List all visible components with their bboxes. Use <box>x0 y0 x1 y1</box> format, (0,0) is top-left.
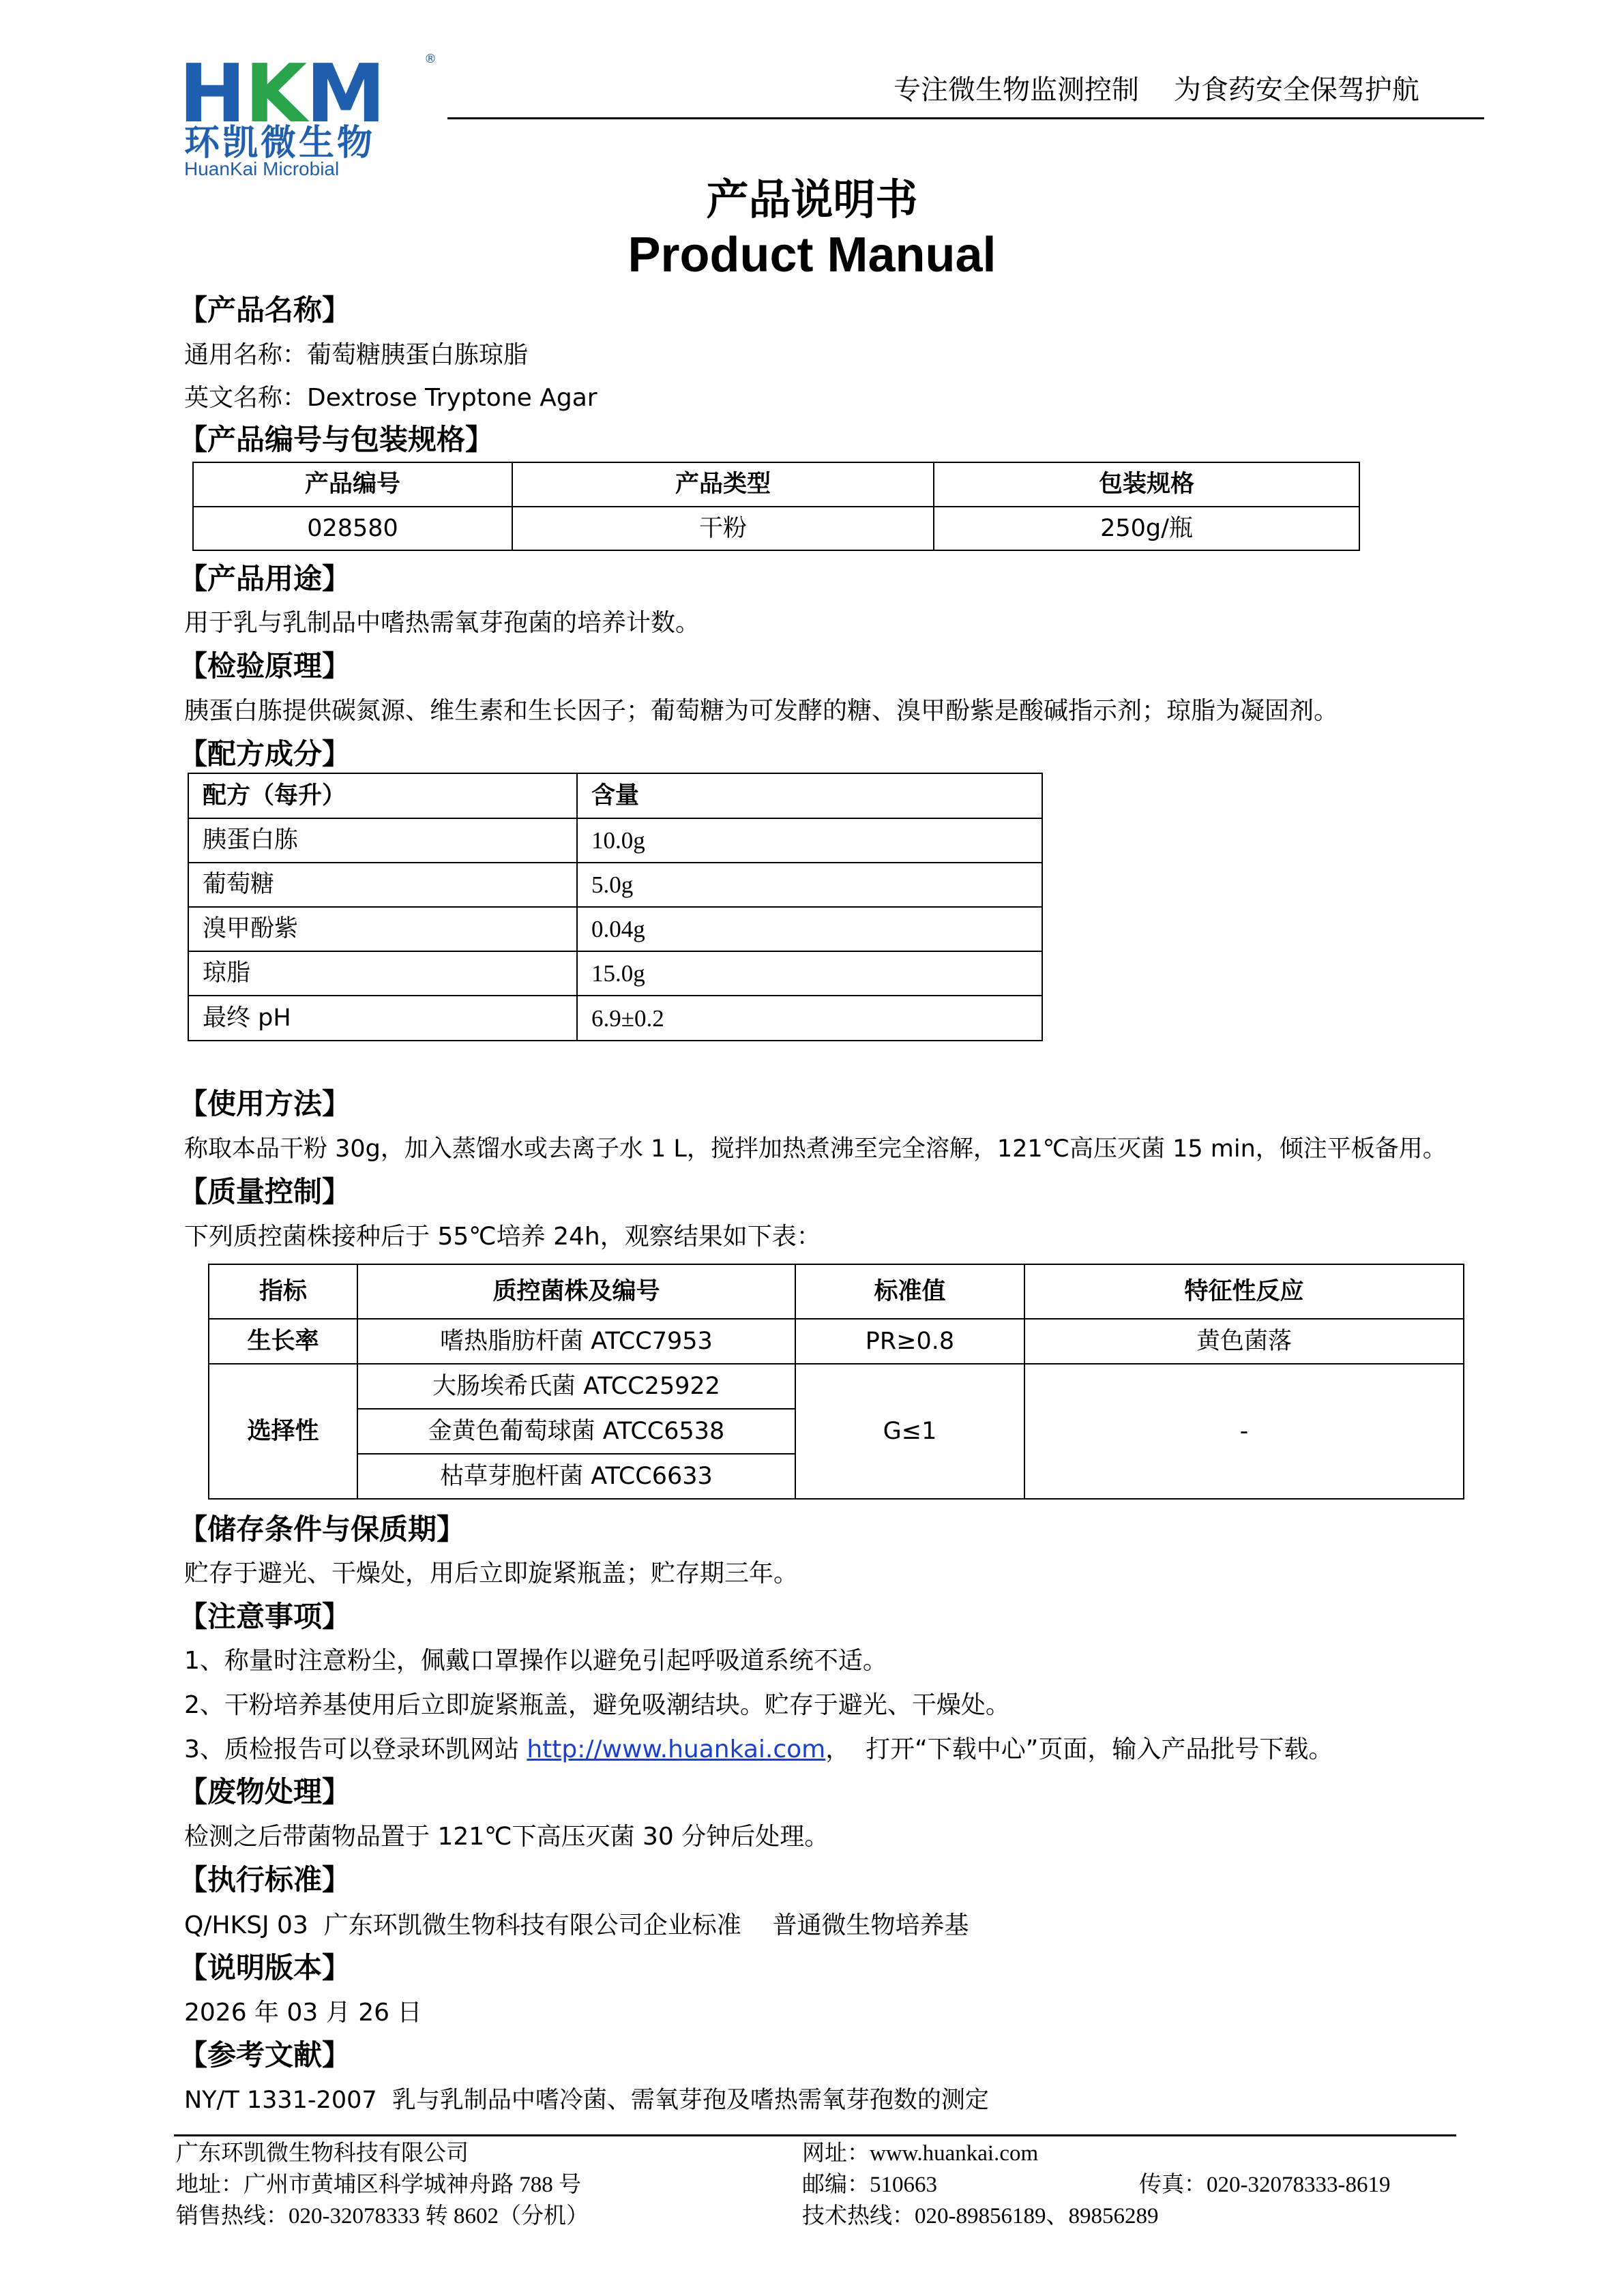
table-row <box>188 951 1042 996</box>
standard-text: Q/HKSJ 03 广东环凯微生物科技有限公司企业标准 普通微生物培养基 <box>184 1911 969 1939</box>
reference-text: NY/T 1331-2007 乳与乳制品中嗜冷菌、需氧芽孢及嗜热需氧芽孢数的测定 <box>184 2087 989 2114</box>
section-heading-version: 【说明版本】 <box>179 1951 351 1984</box>
table-header-row <box>193 462 1359 507</box>
footer-divider <box>174 2134 1456 2136</box>
selectivity-strain: 金黄色葡萄球菌 ATCC6538 <box>357 1409 795 1454</box>
note-item <box>184 1735 1333 1763</box>
logo-chinese-name: 环凯微生物 <box>184 123 376 164</box>
logo-letter-m: M <box>306 46 385 140</box>
header-slogan: 专注微生物监测控制 为食药安全保驾护航 <box>894 74 1419 106</box>
table-row <box>188 818 1042 863</box>
method-text: 称取本品干粉 30g，加入蒸馏水或去离子水 1 L，搅拌加热煮沸至完全溶解，121℃高压灭菌 15 min，倾注平板备用。 <box>184 1135 1447 1163</box>
ingredient-amount: 5.0g <box>577 863 1042 907</box>
ingredient-amount: 15.0g <box>577 951 1042 996</box>
section-heading-standard: 【执行标准】 <box>179 1863 351 1896</box>
title-chinese: 产品说明书 <box>706 175 918 224</box>
table-row <box>188 863 1042 907</box>
storage-text: 贮存于避光、干燥处，用后立即旋紧瓶盖；贮存期三年。 <box>184 1560 799 1587</box>
website-link[interactable]: http://www.huankai.com <box>527 1735 826 1763</box>
table-row <box>188 996 1042 1041</box>
table-row <box>188 907 1042 951</box>
logo-mark <box>179 46 385 140</box>
product-code: 028580 <box>193 507 512 550</box>
section-heading-code: 【产品编号与包装规格】 <box>179 423 494 456</box>
growth-label: 生长率 <box>209 1319 357 1364</box>
section-heading-notes: 【注意事项】 <box>179 1600 351 1633</box>
ingredient-amount: 10.0g <box>577 818 1042 863</box>
growth-strain: 嗜热脂肪杆菌 ATCC7953 <box>357 1319 795 1364</box>
table-row <box>209 1364 1464 1409</box>
ingredient-amount: 0.04g <box>577 907 1042 951</box>
footer-postcode: 邮编：510663 <box>802 2173 937 2197</box>
section-heading-principle: 【检验原理】 <box>179 649 351 683</box>
header-cell: 产品类型 <box>512 462 934 507</box>
header-cell: 包装规格 <box>934 462 1359 507</box>
selectivity-strain: 大肠埃希氏菌 ATCC25922 <box>357 1364 795 1409</box>
ingredient-name: 胰蛋白胨 <box>188 818 577 863</box>
section-heading-usage: 【产品用途】 <box>179 562 351 595</box>
growth-reaction: 黄色菌落 <box>1024 1319 1464 1364</box>
table-row <box>209 1319 1464 1364</box>
header-cell: 指标 <box>209 1264 357 1319</box>
ingredient-name: 最终 pH <box>188 996 577 1041</box>
table-header-row <box>188 773 1042 818</box>
company-logo <box>179 46 445 179</box>
selectivity-reaction: - <box>1024 1364 1464 1499</box>
header-cell: 标准值 <box>795 1264 1024 1319</box>
note-item: 2、干粉培养基使用后立即旋紧瓶盖，避免吸潮结块。贮存于避光、干燥处。 <box>184 1691 1010 1719</box>
table-row <box>193 507 1359 550</box>
header-cell: 质控菌株及编号 <box>357 1264 795 1319</box>
selectivity-standard: G≤1 <box>795 1364 1024 1499</box>
ingredient-name: 琼脂 <box>188 951 577 996</box>
registered-mark: ® <box>424 52 437 66</box>
note-text: ， 打开“下载中心”页面，输入产品批号下载。 <box>825 1735 1333 1763</box>
ingredient-amount: 6.9±0.2 <box>577 996 1042 1041</box>
version-text: 2026 年 03 月 26 日 <box>184 1999 422 2027</box>
section-heading-method: 【使用方法】 <box>179 1087 351 1120</box>
note-item: 1、称量时注意粉尘，佩戴口罩操作以避免引起呼吸道系统不适。 <box>184 1647 887 1675</box>
section-heading-waste: 【废物处理】 <box>179 1775 351 1808</box>
principle-text: 胰蛋白胨提供碳氮源、维生素和生长因子；葡萄糖为可发酵的糖、溴甲酚紫是酸碱指示剂；琼脂为凝固剂。 <box>184 697 1339 725</box>
growth-standard: PR≥0.8 <box>795 1319 1024 1364</box>
note-text: 3、质检报告可以登录环凯网站 <box>184 1735 527 1763</box>
logo-english-name: HuanKai Microbial <box>184 158 340 179</box>
section-heading-formula: 【配方成分】 <box>179 737 351 771</box>
english-name: 英文名称：Dextrose Tryptone Agar <box>184 384 597 412</box>
waste-text: 检测之后带菌物品置于 121℃下高压灭菌 30 分钟后处理。 <box>184 1823 829 1851</box>
product-type: 干粉 <box>512 507 934 550</box>
header-divider <box>447 117 1484 119</box>
usage-text: 用于乳与乳制品中嗜热需氧芽孢菌的培养计数。 <box>184 609 700 637</box>
selectivity-label: 选择性 <box>209 1364 357 1499</box>
header-cell: 产品编号 <box>193 462 512 507</box>
selectivity-strain: 枯草芽胞杆菌 ATCC6633 <box>357 1454 795 1499</box>
section-heading-references: 【参考文献】 <box>179 2038 351 2072</box>
header-cell: 配方（每升） <box>188 773 577 818</box>
footer-sales: 销售热线：020-32078333 转 8602（分机） <box>176 2204 589 2228</box>
section-heading-name: 【产品名称】 <box>179 293 351 327</box>
footer-company: 广东环凯微生物科技有限公司 <box>176 2141 469 2166</box>
ingredient-name: 溴甲酚紫 <box>188 907 577 951</box>
logo-letter-k: K <box>244 46 306 140</box>
package-table <box>192 462 1360 551</box>
package-size: 250g/瓶 <box>934 507 1359 550</box>
section-heading-storage: 【储存条件与保质期】 <box>179 1512 466 1546</box>
formula-table <box>188 773 1043 1041</box>
ingredient-name: 葡萄糖 <box>188 863 577 907</box>
title-english: Product Manual <box>628 228 996 282</box>
footer-website: 网址：www.huankai.com <box>802 2141 1039 2166</box>
header-cell: 特征性反应 <box>1024 1264 1464 1319</box>
footer-support: 技术热线：020-89856189、89856289 <box>802 2204 1159 2228</box>
table-header-row <box>209 1264 1464 1319</box>
header-cell: 含量 <box>577 773 1042 818</box>
qc-intro: 下列质控菌株接种后于 55℃培养 24h，观察结果如下表： <box>184 1223 821 1251</box>
section-heading-qc: 【质量控制】 <box>179 1175 351 1208</box>
common-name: 通用名称：葡萄糖胰蛋白胨琼脂 <box>184 341 529 369</box>
footer-fax: 传真：020-32078333-8619 <box>1139 2173 1391 2197</box>
footer-address: 地址：广州市黄埔区科学城神舟路 788 号 <box>176 2173 581 2197</box>
logo-letter-h: H <box>179 46 245 140</box>
qc-table <box>208 1264 1464 1500</box>
